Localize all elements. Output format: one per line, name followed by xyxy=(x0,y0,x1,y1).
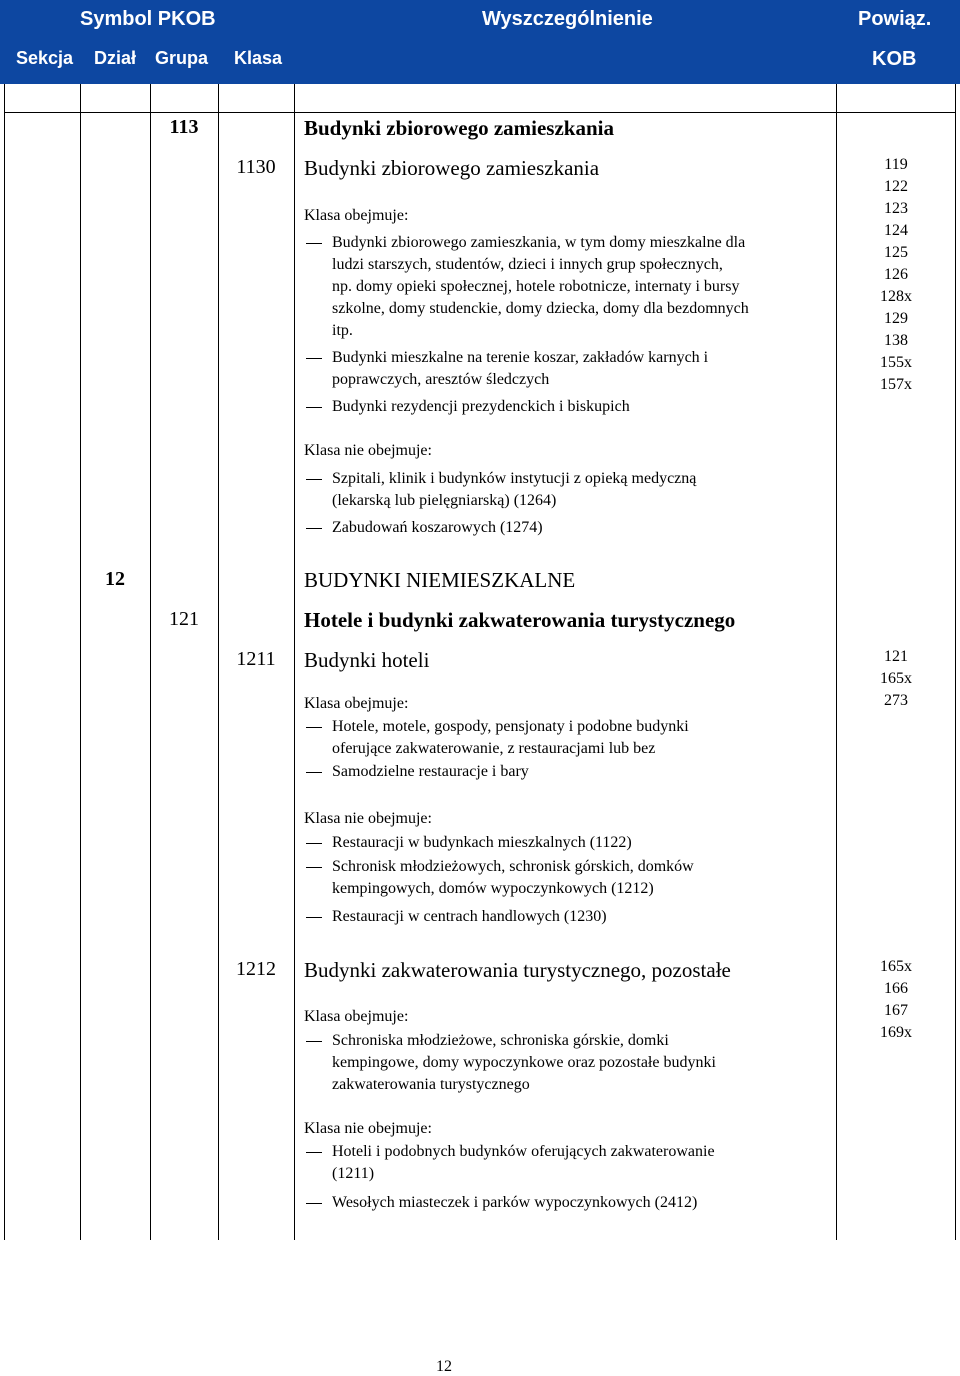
related-codes: 121 165x 273 xyxy=(880,648,912,709)
class-title: Budynki hoteli xyxy=(304,648,430,672)
bullet-dash xyxy=(306,843,322,844)
list-item: Budynki zbiorowego zamieszkania, w tym domy mieszkalne dla ludzi starszych, studentów, dzieci i innych grup społecznych, np. domy opieki społecznej, hotele robotnicze, internaty i bursy szkolne, domy studenckie, domy dziecka, domy dla bezdomnych itp. xyxy=(332,234,749,339)
related-codes: 119 122 123 124 125 126 128x 129 138 155x 157x xyxy=(880,156,912,393)
list-item: Hotele, motele, gospody, pensjonaty i podobne budynki oferujące zakwaterowanie, z restauracjami lub bez xyxy=(332,718,689,757)
bullet-dash xyxy=(306,772,322,773)
bullet-dash xyxy=(306,727,322,728)
page-number: 12 xyxy=(436,1358,452,1375)
excludes-label: Klasa nie obejmuje: xyxy=(304,442,432,459)
header-description: Wyszczególnienie xyxy=(482,8,653,30)
header-klasa: Klasa xyxy=(234,48,283,68)
bullet-dash xyxy=(306,243,322,244)
excludes-label: Klasa nie obejmuje: xyxy=(304,810,432,827)
col-line-klasa xyxy=(294,84,295,1240)
list-item: Schronisk młodzieżowych, schronisk górskich, domków kempingowych, domów wypoczynkowych (1212) xyxy=(332,858,694,897)
bullet-dash xyxy=(306,358,322,359)
list-item: Samodzielne restauracje i bary xyxy=(332,763,529,780)
group-title: Hotele i budynki zakwaterowania turystycznego xyxy=(304,608,736,632)
col-line-description xyxy=(836,84,837,1240)
dzial-code: 12 xyxy=(105,568,125,590)
header-bottom-rule xyxy=(4,112,956,113)
header-row-bottom xyxy=(0,38,960,84)
klasa-code: 1130 xyxy=(236,156,276,178)
list-item: Hoteli i podobnych budynków oferujących zakwaterowanie (1211) xyxy=(332,1143,715,1182)
col-line-right xyxy=(955,84,956,1240)
col-line-sekcja xyxy=(80,84,81,1240)
bullet-dash xyxy=(306,917,322,918)
related-codes: 165x 166 167 169x xyxy=(880,958,912,1041)
klasa-code: 1211 xyxy=(236,648,276,670)
list-item: Budynki mieszkalne na terenie koszar, zakładów karnych i poprawczych, aresztów śledczych xyxy=(332,349,709,388)
bullet-dash xyxy=(306,1203,322,1204)
list-item: Wesołych miasteczek i parków wypoczynkowych (2412) xyxy=(332,1194,698,1211)
bullet-dash xyxy=(306,1152,322,1153)
col-line-left xyxy=(4,84,5,1240)
list-item: Restauracji w budynkach mieszkalnych (1122) xyxy=(332,834,632,851)
bullet-dash xyxy=(306,479,322,480)
table-header xyxy=(0,0,960,112)
header-symbol: Symbol PKOB xyxy=(80,8,216,30)
division-title: BUDYNKI NIEMIESZKALNE xyxy=(304,568,576,592)
bullet-dash xyxy=(306,1041,322,1042)
bullet-dash xyxy=(306,407,322,408)
header-sekcja: Sekcja xyxy=(16,48,74,68)
header-related-top: Powiąz. xyxy=(858,8,932,30)
grupa-code: 113 xyxy=(169,116,199,138)
includes-label: Klasa obejmuje: xyxy=(304,695,409,712)
list-item: Szpitali, klinik i budynków instytucji z opieką medyczną (lekarską lub pielęgniarską) (1264) xyxy=(332,470,697,509)
klasa-code: 1212 xyxy=(236,958,276,980)
class-title: Budynki zbiorowego zamieszkania xyxy=(304,156,600,180)
header-related-bottom: KOB xyxy=(872,48,917,70)
includes-label: Klasa obejmuje: xyxy=(304,1008,409,1025)
list-item: Restauracji w centrach handlowych (1230) xyxy=(332,908,607,925)
bullet-dash xyxy=(306,867,322,868)
grupa-code: 121 xyxy=(169,608,199,630)
list-item: Budynki rezydencji prezydenckich i biskupich xyxy=(332,398,630,415)
group-title: Budynki zbiorowego zamieszkania xyxy=(304,116,614,140)
bullet-dash xyxy=(306,528,322,529)
list-item: Schroniska młodzieżowe, schroniska górskie, domki kempingowe, domy wypoczynkowe oraz pozostałe budynki zakwaterowania turystycznego xyxy=(332,1032,716,1093)
col-line-dzial xyxy=(150,84,151,1240)
class-title: Budynki zakwaterowania turystycznego, pozostałe xyxy=(304,958,731,982)
list-item: Zabudowań koszarowych (1274) xyxy=(332,519,543,536)
header-grupa: Grupa xyxy=(155,48,209,68)
includes-label: Klasa obejmuje: xyxy=(304,207,409,224)
header-dzial: Dział xyxy=(94,48,137,68)
excludes-label: Klasa nie obejmuje: xyxy=(304,1120,432,1137)
